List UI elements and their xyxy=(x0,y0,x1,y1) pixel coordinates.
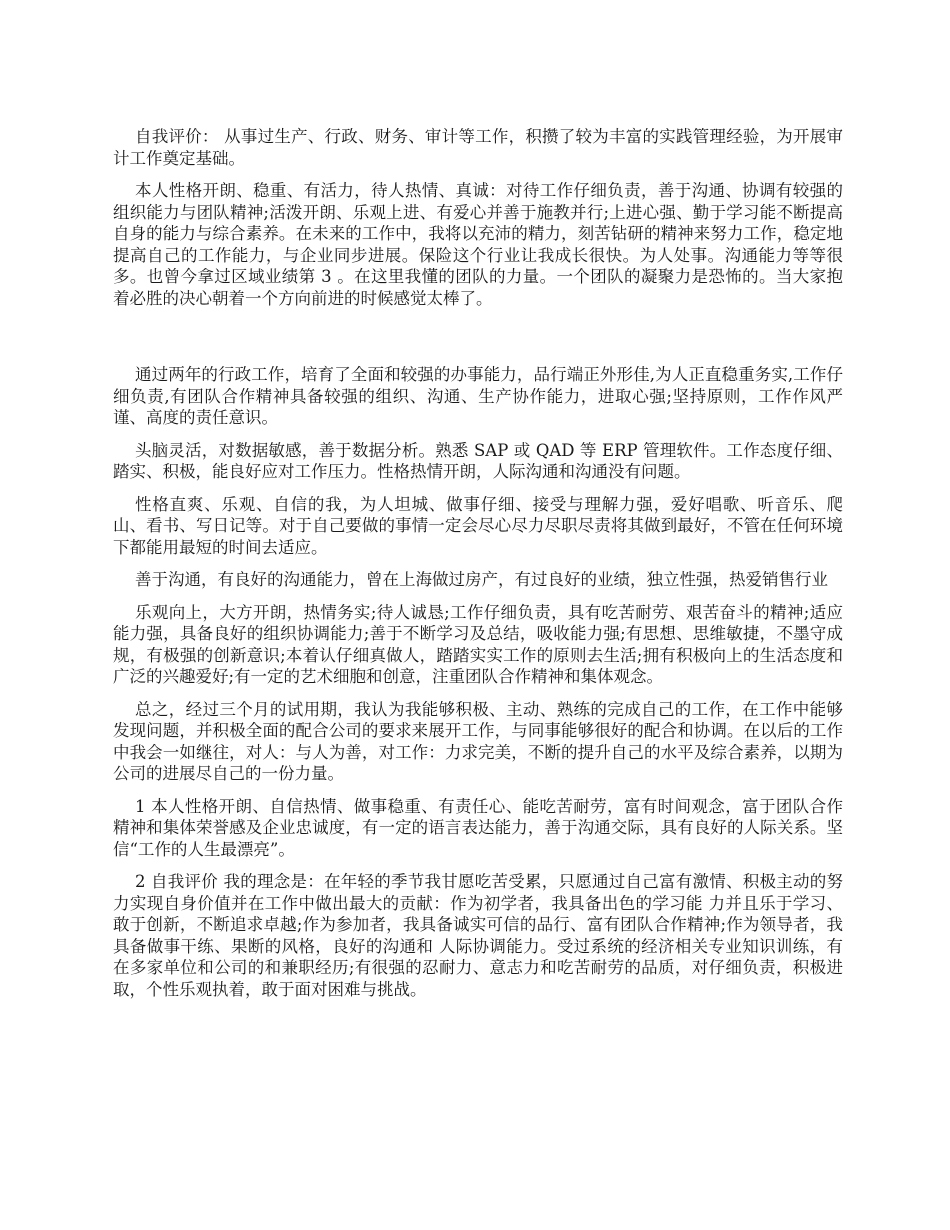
document-body xyxy=(113,126,843,1011)
paragraph-summary: 总之，经过三个月的试用期，我认为我能够积极、主动、熟练的完成自己的工作，在工作中能够发现问题，并积极全面的配合公司的要求来展开工作，与同事能够很好的配合和协调。在以后的工作中我会一如继往，对人：与人为善，对工作：力求完美，不断的提升自己的水平及综合素养，以期为公司的进展尽自己的一份力量。 xyxy=(113,699,843,783)
paragraph-hobbies: 性格直爽、乐观、自信的我，为人坦城、做事仔细、接受与理解力强，爱好唱歌、听音乐、爬山、看书、写日记等。对于自己要做的事情一定会尽心尽力尽职尽责将其做到最好，不管在任何环境下都能用最短的时间去适应。 xyxy=(113,494,843,557)
section-gap xyxy=(113,320,843,364)
paragraph-personality: 本人性格开朗、稳重、有活力，待人热情、真诚：对待工作仔细负责，善于沟通、协调有较强的组织能力与团队精神;活泼开朗、乐观上进、有爱心并善于施教并行;上进心强、勤于学习能不断提高自身的能力与综合素养。在未来的工作中，我将以充沛的精力，刻苦钻研的精神来努力工作，稳定地提高自己的工作能力，与企业同步进展。保险这个行业让我成长很快。为人处事。沟通能力等等很多。也曾今拿过区域业绩第 3 。在这里我懂的团队的力量。一个团队的凝聚力是恐怖的。当大家抱着必胜的决心朝着一个方向前进的时候感觉太棒了。 xyxy=(113,181,843,308)
paragraph-attitude: 乐观向上，大方开朗，热情务实;待人诚恳;工作仔细负责，具有吃苦耐劳、艰苦奋斗的精神;适应能力强，具备良好的组织协调能力;善于不断学习及总结，吸收能力强;有思想、思维敏捷，不墨守成规，有极强的创新意识;本着认仔细真做人，踏踏实实工作的原则去生活;拥有积极向上的生活态度和广泛的兴趣爱好;有一定的艺术细胞和创意，注重团队合作精神和集体观念。 xyxy=(113,602,843,686)
paragraph-self-evaluation: 自我评价： 从事过生产、行政、财务、审计等工作，积攒了较为丰富的实践管理经验，为开展审计工作奠定基础。 xyxy=(113,127,843,168)
paragraph-point-1: 1 本人性格开朗、自信热情、做事稳重、有责任心、能吃苦耐劳，富有时间观念，富于团队合作精神和集体荣誉感及企业忠诚度，有一定的语言表达能力，善于沟通交际，具有良好的人际关系。坚信“工作的人生最漂亮”。 xyxy=(113,796,843,859)
paragraph-admin-work: 通过两年的行政工作，培育了全面和较强的办事能力，品行端正外形佳,为人正直稳重务实,工作仔细负责,有团队合作精神具备较强的组织、沟通、生产协作能力，进取心强;坚持原则，工作作风严谨、高度的责任意识。 xyxy=(113,365,843,427)
paragraph-sales: 善于沟通，有良好的沟通能力，曾在上海做过房产，有过良好的业绩，独立性强，热爱销售行业 xyxy=(135,570,828,589)
paragraph-data-analysis: 头脑灵活，对数据敏感，善于数据分析。熟悉 SAP 或 QAD 等 ERP 管理软件。工作态度仔细、踏实、积极，能良好应对工作压力。性格热情开朗，人际沟通和沟通没有问题。 xyxy=(113,440,843,481)
paragraph-point-2: 2 自我评价 我的理念是：在年轻的季节我甘愿吃苦受累，只愿通过自己富有激情、积极主动的努力实现自身价值并在工作中做出最大的贡献：作为初学者，我具备出色的学习能 力并且乐于学习、敢于创新，不断追求卓越;作为参加者，我具备诚实可信的品行、富有团队合作精神;作为领导者，我具备做事干练、果断的风格，良好的沟通和 人际协调能力。受过系统的经济相关专业知识训练，有在多家单位和公司的和兼职经历;有很强的忍耐力、意志力和吃苦耐劳的品质，对仔细负责，积极进 取，个性乐观执着，敢于面对困难与挑战。 xyxy=(113,872,843,999)
